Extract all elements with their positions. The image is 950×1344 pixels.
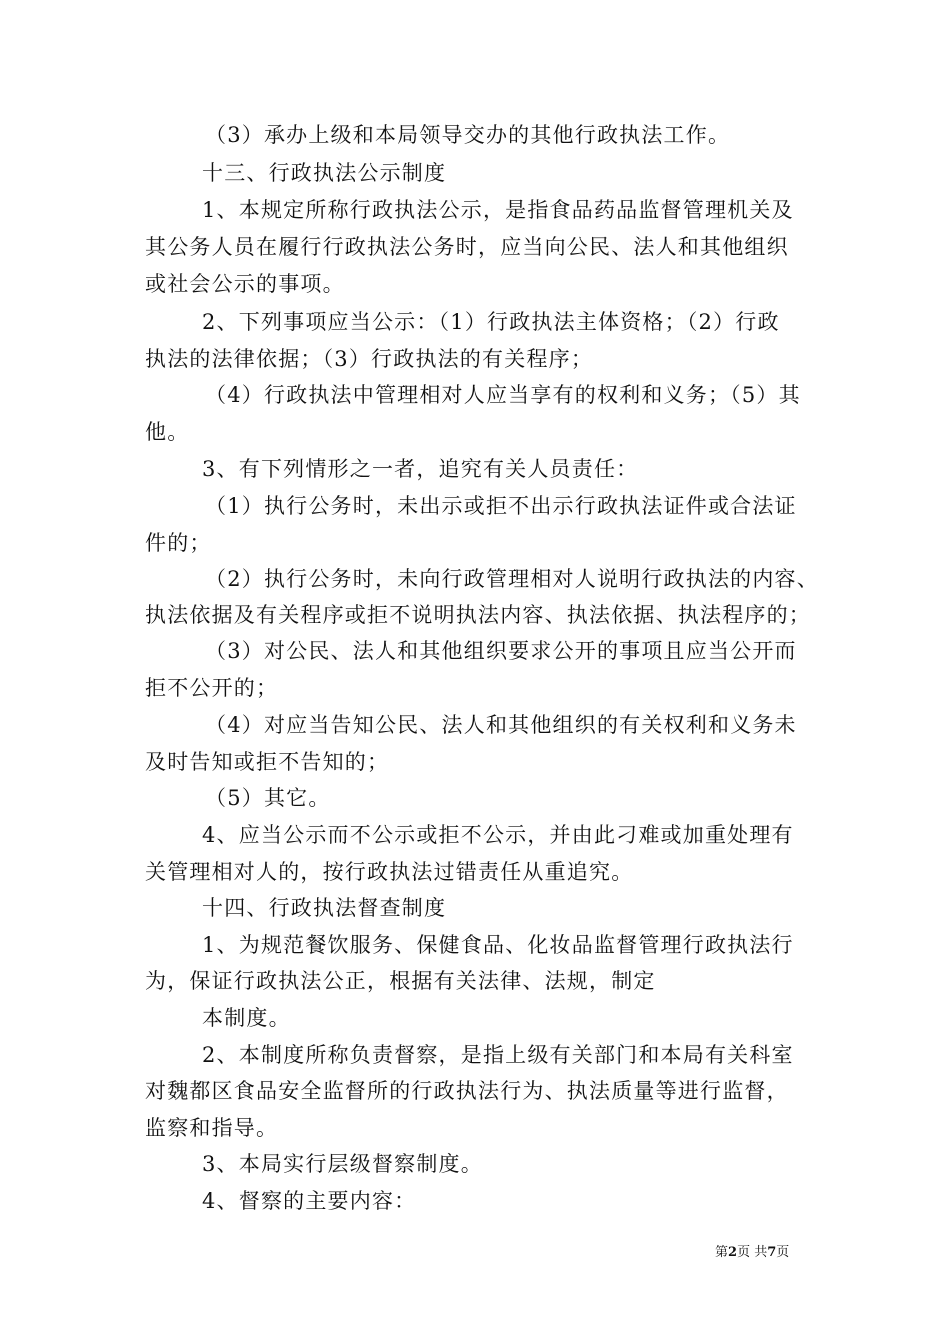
paragraph-line: 1、为规范餐饮服务、保健食品、化妆品监督管理行政执法行 xyxy=(202,933,794,957)
paragraph-line: （2）执行公务时，未向行政管理相对人说明行政执法的内容、 xyxy=(205,567,819,591)
paragraph-line: 或社会公示的事项。 xyxy=(145,272,345,296)
paragraph-line: 2、本制度所称负责督察，是指上级有关部门和本局有关科室 xyxy=(202,1043,794,1067)
page-number-footer xyxy=(715,1244,789,1262)
paragraph-line: 执法的法律依据；（3）行政执法的有关程序； xyxy=(145,347,594,371)
paragraph-line: 关管理相对人的，按行政执法过错责任从重追究。 xyxy=(145,860,634,884)
paragraph-line: （3）承办上级和本局领导交办的其他行政执法工作。 xyxy=(205,123,731,147)
footer-prefix: 第 xyxy=(715,1245,729,1260)
paragraph-line: 他。 xyxy=(145,420,190,444)
section-heading: 十三、行政执法公示制度 xyxy=(202,161,447,185)
paragraph-line: 本制度。 xyxy=(202,1006,291,1030)
paragraph-line: 2、下列事项应当公示：（1）行政执法主体资格；（2）行政 xyxy=(202,310,780,334)
paragraph-line: 对魏都区食品安全监督所的行政执法行为、执法质量等进行监督， xyxy=(145,1079,789,1103)
paragraph-line: 3、本局实行层级督察制度。 xyxy=(202,1152,483,1176)
paragraph-line: 3、有下列情形之一者，追究有关人员责任： xyxy=(202,457,639,481)
section-heading: 十四、行政执法督查制度 xyxy=(202,896,447,920)
paragraph-line: （3）对公民、法人和其他组织要求公开的事项且应当公开而 xyxy=(205,639,797,663)
paragraph-line: （4）行政执法中管理相对人应当享有的权利和义务；（5）其 xyxy=(205,383,801,407)
paragraph-line: （4）对应当告知公民、法人和其他组织的有关权利和义务未 xyxy=(205,713,797,737)
footer-current-page: 2 xyxy=(728,1245,738,1260)
paragraph-line: 其公务人员在履行行政执法公务时，应当向公民、法人和其他组织 xyxy=(145,235,789,259)
paragraph-line: 件的； xyxy=(145,531,212,555)
footer-middle: 页 共 xyxy=(737,1245,768,1260)
paragraph-line: 1、本规定所称行政执法公示，是指食品药品监督管理机关及 xyxy=(202,198,794,222)
paragraph-line: 为，保证行政执法公正，根据有关法律、法规，制定 xyxy=(145,969,656,993)
footer-total-pages: 7 xyxy=(767,1245,777,1260)
paragraph-line: （5）其它。 xyxy=(205,786,331,810)
paragraph-line: 监察和指导。 xyxy=(145,1116,279,1140)
paragraph-line: （1）执行公务时，未出示或拒不出示行政执法证件或合法证 xyxy=(205,494,797,518)
paragraph-line: 及时告知或拒不告知的； xyxy=(145,750,390,774)
paragraph-line: 拒不公开的； xyxy=(145,676,279,700)
paragraph-line: 执法依据及有关程序或拒不说明执法内容、执法依据、执法程序的； xyxy=(145,603,811,627)
footer-suffix: 页 xyxy=(776,1245,790,1260)
paragraph-line: 4、应当公示而不公示或拒不公示，并由此刁难或加重处理有 xyxy=(202,823,794,847)
paragraph-line: 4、督察的主要内容： xyxy=(202,1189,417,1213)
